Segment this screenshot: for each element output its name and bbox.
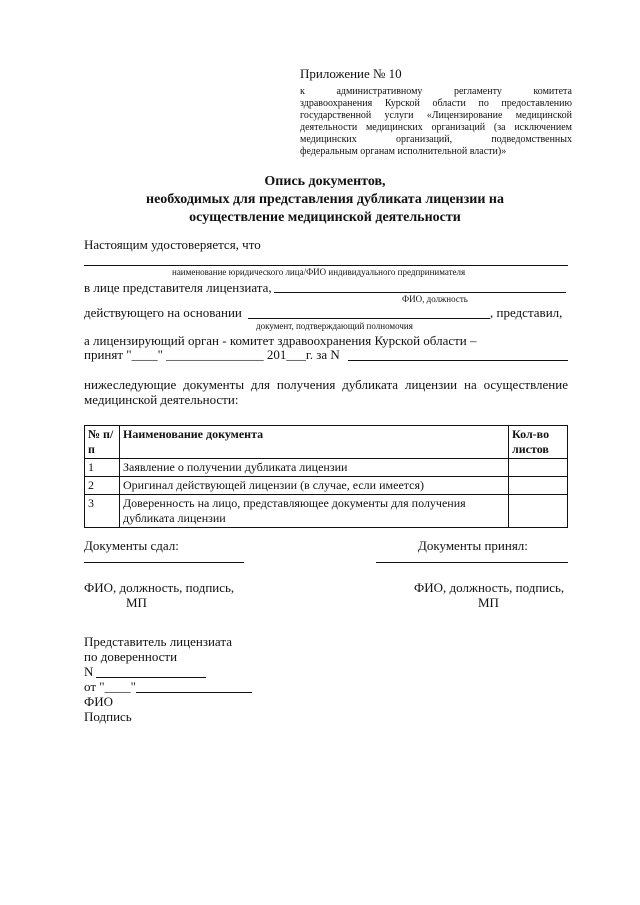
heading-line: необходимых для представления дубликата лицензии на bbox=[146, 192, 504, 207]
handed-signature-line[interactable] bbox=[84, 562, 244, 563]
registration-number-field-line[interactable] bbox=[348, 360, 568, 361]
appendix-block bbox=[300, 66, 572, 158]
row-sheet-count[interactable] bbox=[509, 477, 568, 495]
stamp-left-label: МП bbox=[126, 595, 147, 610]
column-header-count: Кол-во листов bbox=[509, 426, 568, 459]
following-docs-line: нижеследующие документы для получения дубликата лицензии на осуществление bbox=[84, 377, 568, 392]
proxy-number-label: N bbox=[84, 664, 94, 679]
certify-text: Настоящим удостоверяется, что bbox=[84, 237, 261, 252]
stamp-right-label: МП bbox=[478, 595, 499, 610]
appendix-line: к административному регламенту комитета bbox=[300, 86, 572, 97]
document-heading bbox=[60, 173, 590, 227]
representative-field-line[interactable] bbox=[274, 292, 566, 293]
row-document-name: Заявление о получении дубликата лицензии bbox=[120, 459, 509, 477]
fio-right-caption: ФИО, должность, подпись, bbox=[414, 580, 565, 595]
row-document-name: Доверенность на лицо, представляющее документы для получения дубликата лицензии bbox=[120, 495, 509, 528]
heading-line: Опись документов, bbox=[264, 174, 386, 189]
fio-left-caption: ФИО, должность, подпись, bbox=[84, 580, 235, 595]
acting-text: действующего на основании bbox=[84, 305, 242, 320]
appendix-line: деятельности медицинских организаций (за исключением bbox=[300, 122, 572, 133]
appendix-line: федеральным органам исполнительной власти)» bbox=[300, 146, 507, 157]
row-sheet-count[interactable] bbox=[509, 495, 568, 528]
appendix-line: государственной услуги «Лицензирование медицинской bbox=[300, 110, 572, 121]
received-label: Документы принял: bbox=[418, 538, 528, 553]
table-row bbox=[85, 477, 568, 495]
authority-text: а лицензирующий орган - комитет здравоохранения Курской области – bbox=[84, 333, 477, 348]
proxy-date-field-line[interactable] bbox=[136, 692, 252, 693]
signature-label: Подпись bbox=[84, 709, 132, 724]
proxy-label: по доверенности bbox=[84, 649, 178, 664]
proxy-date-label: от "____" bbox=[84, 679, 136, 694]
heading-line: осуществление медицинской деятельности bbox=[189, 210, 461, 225]
table-row bbox=[85, 495, 568, 528]
accepted-text: принят "____" _______________ 201___г. за N bbox=[84, 347, 340, 362]
table-header-row bbox=[85, 426, 568, 459]
fio-caption: ФИО, должность bbox=[402, 294, 468, 304]
row-number: 2 bbox=[85, 477, 120, 495]
document-caption: документ, подтверждающий полномочия bbox=[256, 321, 413, 331]
appendix-title: Приложение № 10 bbox=[300, 66, 402, 81]
org-name-caption: наименование юридического лица/ФИО индивидуального предпринимателя bbox=[172, 267, 466, 277]
row-sheet-count[interactable] bbox=[509, 459, 568, 477]
appendix-line: здравоохранения Курской области по предоставлению bbox=[300, 98, 572, 109]
fio-label: ФИО bbox=[84, 694, 114, 709]
in-person-text: в лице представителя лицензиата, bbox=[84, 280, 272, 295]
appendix-line: медицинских организаций, подведомственных bbox=[300, 134, 572, 145]
handed-label: Документы сдал: bbox=[84, 538, 179, 553]
basis-document-field-line[interactable] bbox=[248, 318, 490, 319]
proxy-number-field-line[interactable] bbox=[96, 677, 206, 678]
row-number: 3 bbox=[85, 495, 120, 528]
submitted-text: , представил, bbox=[490, 305, 563, 320]
column-header-number: № п/п bbox=[85, 426, 120, 459]
documents-table bbox=[84, 425, 568, 528]
row-document-name: Оригинал действующей лицензии (в случае, если имеется) bbox=[120, 477, 509, 495]
table-row bbox=[85, 459, 568, 477]
representative-label: Представитель лицензиата bbox=[84, 634, 232, 649]
row-number: 1 bbox=[85, 459, 120, 477]
org-name-field-line[interactable] bbox=[84, 265, 568, 266]
received-signature-line[interactable] bbox=[376, 562, 568, 563]
column-header-name: Наименование документа bbox=[120, 426, 509, 459]
following-docs-line: медицинской деятельности: bbox=[84, 392, 239, 407]
